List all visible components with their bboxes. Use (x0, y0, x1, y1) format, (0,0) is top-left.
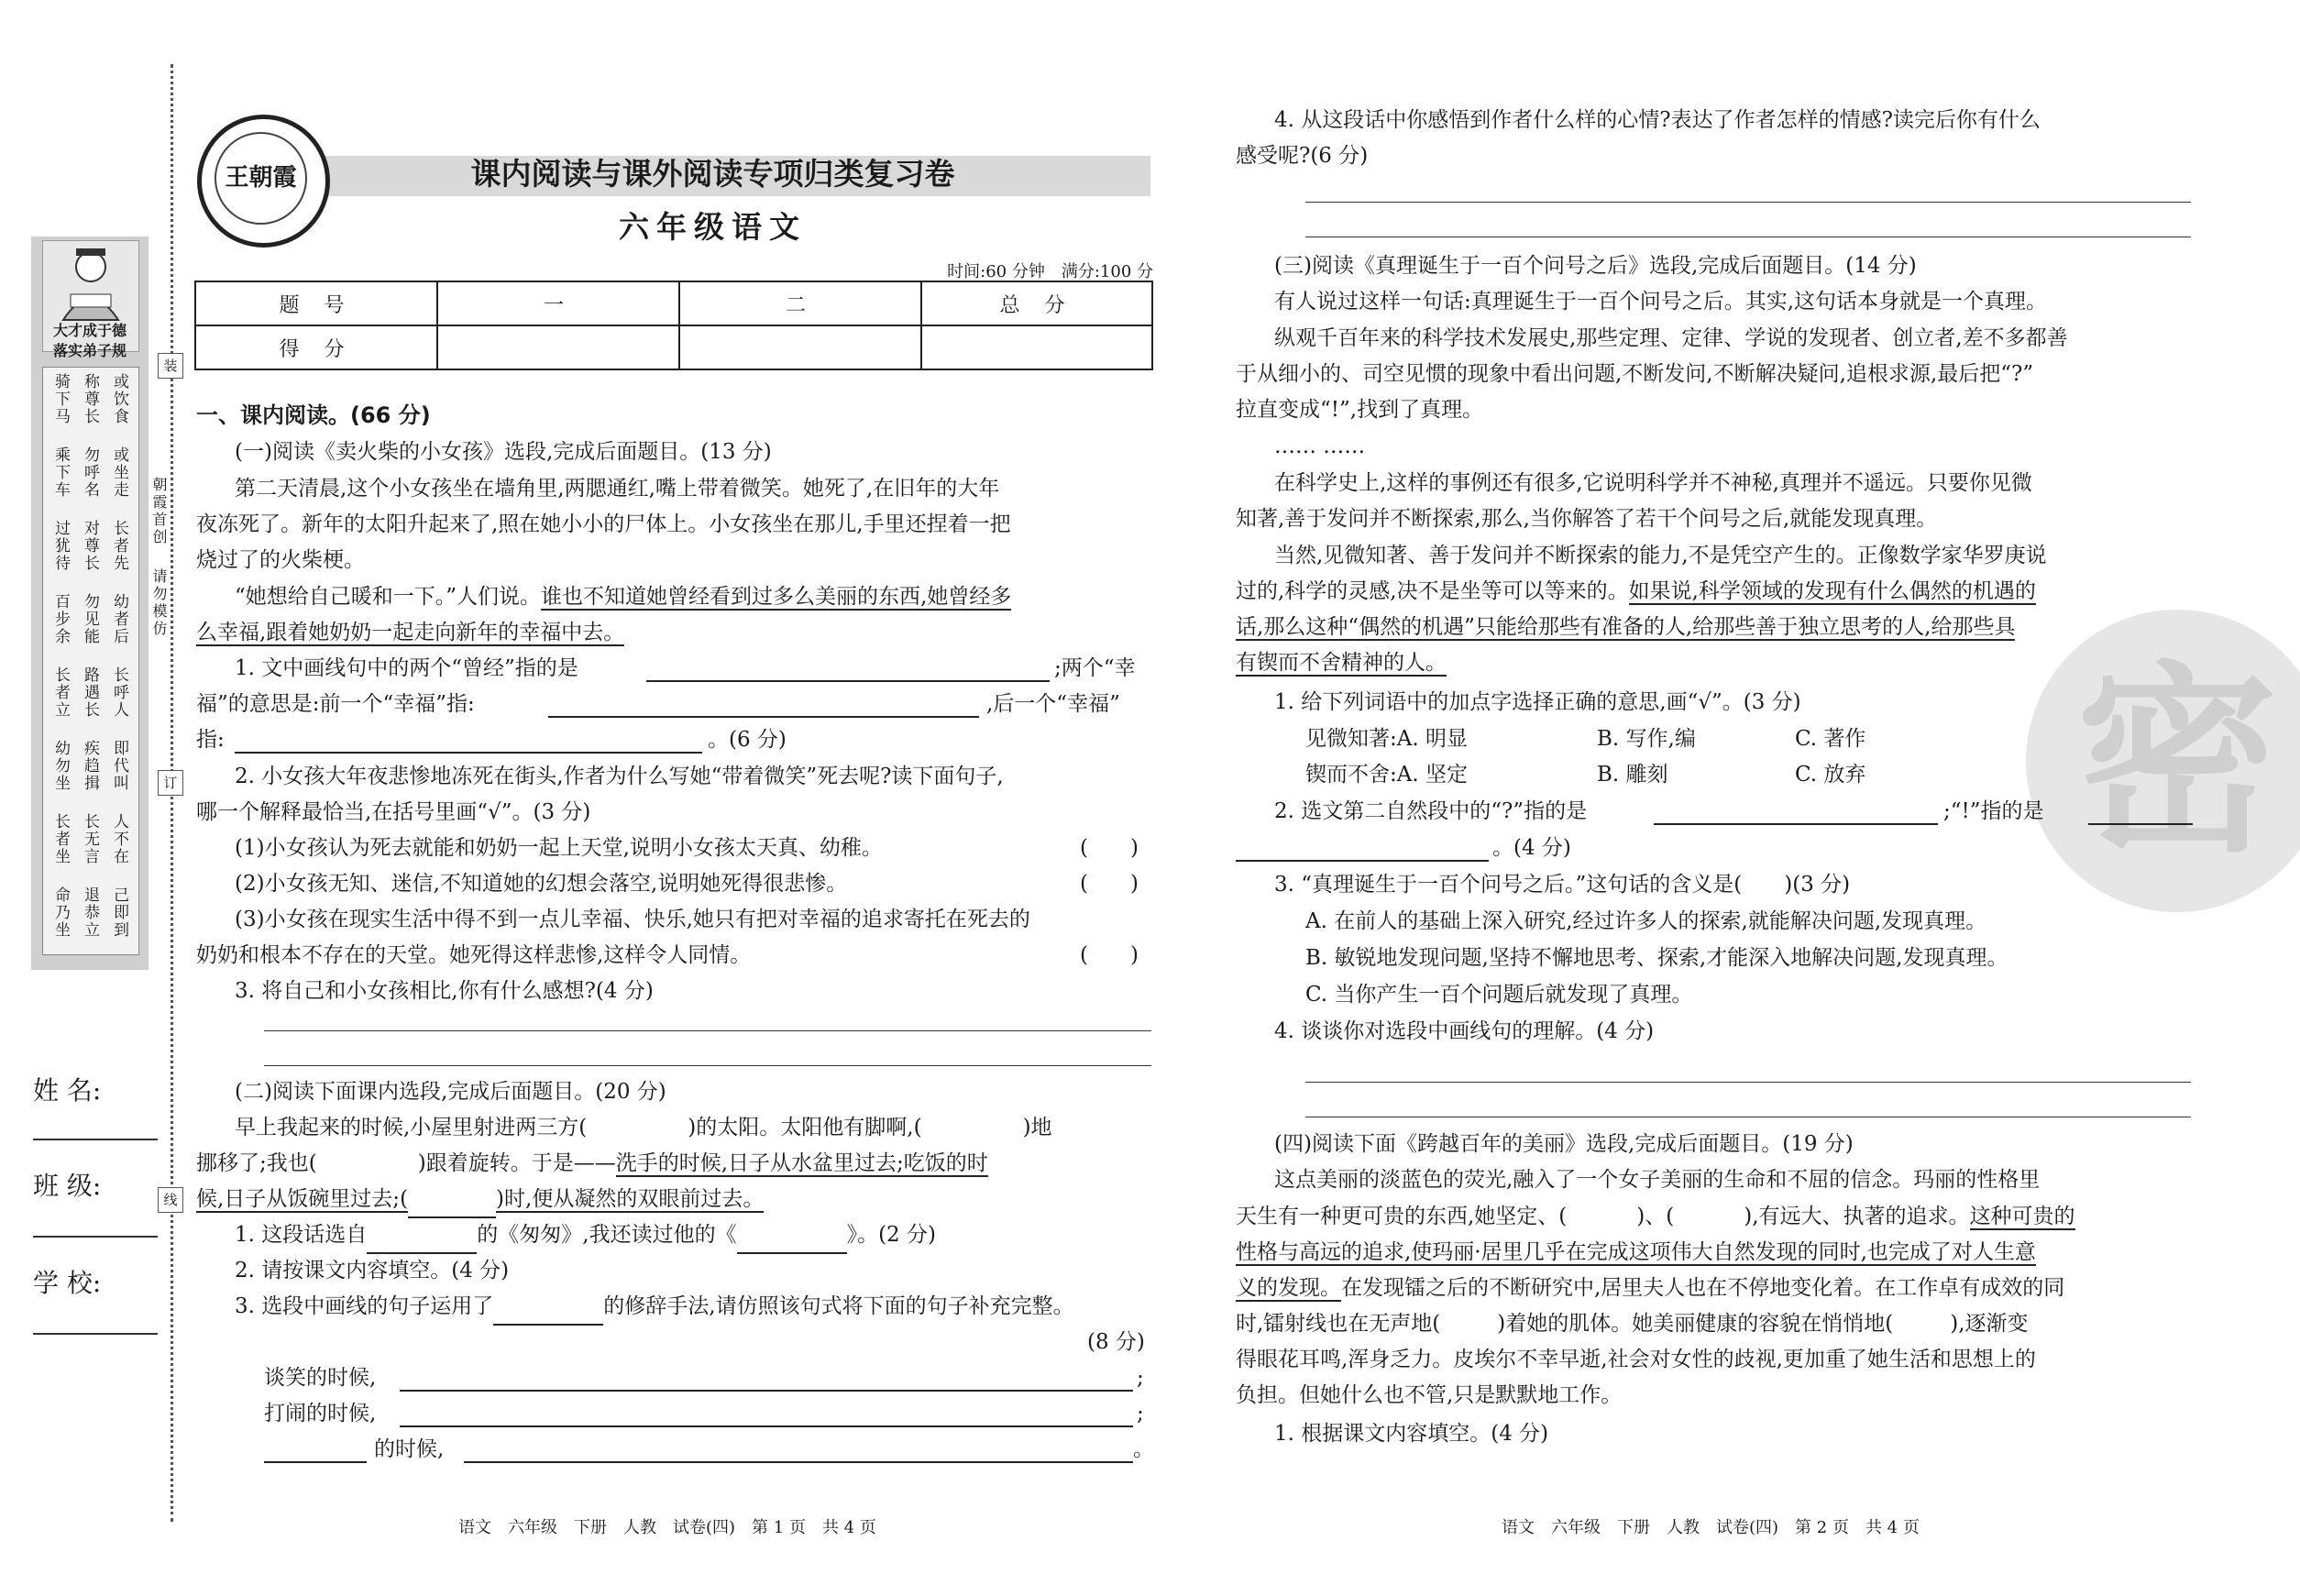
strip-slogan (37, 321, 143, 361)
passage-3-line: 知著,善于发问并不断探索,那么,当你解答了若干个问号之后,就能发现真理。 (1236, 507, 1938, 531)
text-segment: 早上我起来的时候,小屋里射进两三方( (235, 1116, 588, 1139)
binding-mark-zhuang: 装 (158, 353, 183, 379)
answer-blank[interactable] (264, 1461, 367, 1463)
question-3-1-row1-b[interactable]: B. 写作,编 (1597, 727, 1696, 751)
page-2-footer: 语文 六年级 下册 人教 试卷(四) 第 2 页 共 4 页 (1502, 1518, 1920, 1537)
passage-4-title: (四)阅读下面《跨越百年的美丽》选段,完成后面题目。(19 分) (1274, 1132, 1854, 1156)
answer-line[interactable] (1305, 1082, 2191, 1083)
dizigui-phrase: 或饮食 (110, 373, 128, 425)
answer-blank[interactable] (2088, 823, 2193, 825)
answer-blank[interactable] (1236, 860, 1489, 862)
scholar-figure-icon (43, 241, 138, 324)
fill-end-2: ; (1137, 1402, 1144, 1425)
dizigui-phrase: 称尊长 (81, 373, 99, 425)
passage-3-line: 在科学史上,这样的事例还有很多,它说明科学并不神秘,真理并不遥远。只要你见微 (1274, 471, 2032, 495)
question-3-4: 4. 谈谈你对选段中画线句的理解。(4 分) (1274, 1019, 1655, 1043)
notice-original: 朝霞首创 (150, 477, 168, 546)
question-3-3-option[interactable]: C. 当你产生一百个问题后就发现了真理。 (1305, 983, 1693, 1007)
dizigui-phrase: 过犹待 (51, 520, 70, 572)
dizigui-phrase: 对尊长 (81, 520, 99, 572)
question-1-1-line3: 指: (196, 728, 225, 752)
text-segment: )、( (1636, 1205, 1675, 1228)
slogan-line-1: 大才成于德 (52, 322, 127, 339)
question-3-1-row2-b[interactable]: B. 雕刻 (1597, 763, 1668, 787)
dizigui-phrase: 长无言 (81, 813, 99, 865)
question-3-1: 1. 给下列词语中的加点字选择正确的意思,画“√”。(3 分) (1274, 690, 1801, 714)
dizigui-phrase: 长呼人 (110, 666, 128, 719)
question-4-1: 1. 根据课文内容填空。(4 分) (1274, 1422, 1549, 1446)
question-2-3-score: (8 分) (1087, 1330, 1145, 1354)
dizigui-phrase: 己即到 (110, 886, 128, 939)
passage-2-line1 (235, 1110, 1052, 1145)
score-cell-total[interactable] (921, 325, 1152, 369)
passage-1-line: 烧过了的火柴梗。 (196, 548, 365, 572)
dizigui-phrase: 幼勿坐 (51, 740, 70, 792)
score-row-label: 得 分 (195, 325, 437, 369)
score-header-cell: 二 (679, 281, 921, 325)
fill-end-3: 。 (1133, 1437, 1154, 1461)
passage-2-title: (二)阅读下面课内选段,完成后面题目。(20 分) (235, 1080, 666, 1104)
answer-blank[interactable] (646, 680, 1050, 682)
question-2-1 (235, 1217, 936, 1254)
dizigui-phrase: 即代叫 (110, 740, 128, 792)
text-segment: 挪移了;我也( (196, 1151, 317, 1175)
passage-3-line: 纵观千百年来的科学技术发展史,那些定理、定律、学说的发现者、创立者,差不多都善 (1274, 326, 2068, 350)
text-segment: 时,镭射线也在无声地( (1236, 1312, 1441, 1336)
passage-4-line: 这点美丽的淡蓝色的荧光,融入了一个女子美丽的生命和不屈的信念。玛丽的性格里 (1274, 1168, 2041, 1192)
dizigui-phrase: 退恭立 (81, 886, 99, 939)
underlined-sentence: 性格与高远的追求,使玛丽·居里几乎在完成这项伟大自然发现的同时,也完成了对人生意 (1236, 1240, 2036, 1264)
dizigui-phrase: 骑下马 (51, 373, 70, 425)
dizigui-columns (42, 367, 139, 955)
question-1-1-score: 。(6 分) (708, 728, 787, 752)
score-header-cell: 一 (437, 281, 679, 325)
underlined-sentence: 如果说,科学领域的发现有什么偶然的机遇的 (1628, 579, 2036, 603)
score-table-score-row (195, 325, 1152, 369)
underlined-sentence: 谁也不知道她曾经看到过多么美丽的东西,她曾经多 (541, 585, 1012, 609)
question-1-3: 3. 将自己和小女孩相比,你有什么感想?(4 分) (235, 979, 654, 1003)
dizigui-phrase: 人不在 (110, 813, 128, 865)
fill-prompt-3: 的时候, (374, 1437, 445, 1461)
dizigui-phrase: 乘下车 (51, 446, 70, 499)
text-segment: 1. 这段话选自 (235, 1223, 368, 1247)
answer-blank[interactable] (400, 1390, 1133, 1392)
dizigui-phrase: 长者立 (51, 666, 70, 719)
passage-3-line (1236, 645, 1447, 680)
score-cell-1[interactable] (437, 325, 679, 369)
question-3-1-row1-c[interactable]: C. 著作 (1795, 727, 1866, 751)
text-segment: 的《匆匆》,我还读过他的《 (477, 1223, 737, 1247)
binding-mark-xian: 线 (158, 1187, 183, 1213)
passage-4-line: 得眼花耳鸣,浑身乏力。皮埃尔不幸早逝,社会对女性的歧视,更加重了她生活和思想上的 (1236, 1348, 2036, 1371)
dizigui-phrase: 路遇长 (81, 666, 99, 719)
dizigui-phrase: 长者先 (110, 520, 128, 572)
option-1-paren[interactable]: ( ) (1080, 836, 1139, 860)
passage-1-line: 第二天清晨,这个小女孩坐在墙角里,两腮通红,嘴上带着微笑。她死了,在旧年的大年 (235, 477, 1000, 501)
underlined-sentence: 洗手的时候,日子从水盆里过去;吃饭的时 (615, 1151, 988, 1175)
underlined-sentence: 候,日子从饭碗里过去; (196, 1187, 401, 1211)
time-and-score: 时间:60 分钟 满分:100 分 (947, 262, 1153, 281)
question-1-1-line2b: ,后一个“幸福” (986, 692, 1120, 716)
question-3-1-row1-a[interactable]: 见微知著:A. 明显 (1305, 727, 1468, 751)
question-3-3-option[interactable]: B. 敏锐地发现问题,坚持不懈地思考、探索,才能深入地解决问题,发现真理。 (1305, 946, 2008, 970)
school-field[interactable] (33, 1333, 158, 1335)
question-1-4: 4. 从这段话中你感悟到作者什么样的心情?表达了作者怎样的情感?读完后你有什么 (1274, 108, 2041, 132)
answer-blank[interactable] (464, 1461, 1133, 1463)
passage-2-line2 (196, 1146, 988, 1181)
passage-3-line (1236, 574, 2036, 609)
passage-3-ellipsis: …… …… (1274, 435, 1366, 458)
answer-blank[interactable] (400, 1425, 1133, 1427)
passage-3-line: 于从细小的、司空见惯的现象中看出问题,不断发问,不断解决疑问,追根求源,最后把“?” (1236, 362, 2034, 386)
option-2-paren[interactable]: ( ) (1080, 872, 1139, 896)
fill-prompt-2: 打闹的时候, (264, 1402, 377, 1425)
passage-2-line3 (196, 1182, 764, 1218)
option-3-paren[interactable]: ( ) (1080, 943, 1139, 967)
question-1-1-line2: 福”的意思是:前一个“幸福”指: (196, 692, 475, 716)
score-table-header-row (195, 281, 1152, 325)
score-table (194, 281, 1153, 370)
passage-1-quote-cont (196, 615, 624, 650)
answer-line[interactable] (264, 1065, 1151, 1066)
confidential-seal-text: 密 (2075, 642, 2278, 879)
passage-3-line: 拉直变成“!”,找到了真理。 (1236, 398, 1484, 422)
fill-end-1: ; (1137, 1366, 1144, 1390)
answer-blank[interactable] (1654, 823, 1938, 825)
answer-line[interactable] (1305, 202, 2191, 203)
text-segment: 过的,科学的灵感,决不是坐等可以等来的。 (1236, 579, 1629, 603)
exam-subtitle: 六年级语文 (619, 209, 807, 245)
passage-1-line: 夜冻死了。新年的太阳升起来了,照在她小小的尸体上。小女孩坐在那儿,手里还捏着一把 (196, 512, 1011, 536)
question-3-1-row2-a[interactable]: 锲而不舍:A. 坚定 (1305, 763, 1468, 787)
score-header-cell: 总 分 (921, 281, 1152, 325)
question-1-1-cont: ;两个“幸 (1054, 656, 1136, 680)
underlined-sentence: 么幸福,跟着她奶奶一起走向新年的幸福中去。 (196, 621, 625, 644)
question-3-2-cont: ;“!”指的是 (1943, 799, 2044, 823)
section-1-heading: 一、课内阅读。(66 分) (196, 402, 431, 428)
text-segment: )地 (1022, 1116, 1052, 1139)
question-3-3: 3. “真理诞生于一百个问号之后。”这句话的含义是( )(3 分) (1274, 873, 1851, 897)
option-1: (1)小女孩认为死去就能和奶奶一起上天堂,说明小女孩太天真、幼稚。 (235, 836, 883, 860)
text-segment: 天生有一种更可贵的东西,她坚定、( (1236, 1205, 1568, 1228)
text-segment: 》。(2 分) (846, 1223, 936, 1247)
quote-plain: “她想给自己暖和一下。”人们说。 (235, 585, 542, 609)
dizigui-phrase: 幼者后 (110, 593, 128, 645)
class-label: 班 级: (33, 1171, 102, 1201)
question-1-2: 2. 小女孩大年夜悲惨地冻死在街头,作者为什么写她“带着微笑”死去呢?读下面句子, (235, 765, 1004, 788)
text-segment: 3. 选段中画线的句子运用了 (235, 1294, 494, 1318)
name-label: 姓 名: (33, 1075, 102, 1106)
score-cell-2[interactable] (679, 325, 921, 369)
dizigui-phrase: 疾趋揖 (81, 740, 99, 792)
passage-3-title: (三)阅读《真理诞生于一百个问号之后》选段,完成后面题目。(14 分) (1274, 254, 1917, 278)
text-segment: ),有远大、执著的追求。 (1744, 1205, 1970, 1228)
score-header-cell: 题 号 (195, 281, 437, 325)
exam-title: 课内阅读与课外阅读专项归类复习卷 (470, 156, 955, 192)
question-3-3-option[interactable]: A. 在前人的基础上深入研究,经过许多人的探索,就能解决问题,发现真理。 (1305, 909, 1987, 933)
question-3-1-row2-c[interactable]: C. 放弃 (1795, 763, 1866, 787)
dizigui-phrase: 百步余 (51, 593, 70, 645)
passage-1-quote (235, 579, 1011, 614)
brand-logo-text: 王朝霞 (215, 132, 307, 225)
answer-blank[interactable] (235, 752, 702, 754)
name-field[interactable] (33, 1139, 158, 1140)
underlined-sentence: )时,便从凝然的双眼前过去。 (496, 1187, 765, 1211)
option-2: (2)小女孩无知、迷信,不知道她的幻想会落空,说明她死得很悲惨。 (235, 872, 848, 896)
dizigui-phrase: 勿见能 (81, 593, 99, 645)
dizigui-phrase: 长者坐 (51, 813, 70, 865)
question-3-2: 2. 选文第二自然段中的“?”指的是 (1274, 799, 1588, 823)
slogan-line-2: 落实弟子规 (52, 342, 127, 359)
underlined-sentence: 这种可贵的 (1969, 1205, 2075, 1228)
notice-no-copy: 请勿模仿 (150, 568, 168, 638)
option-3: (3)小女孩在现实生活中得不到一点儿幸福、快乐,她只有把对幸福的追求寄托在死去的 (235, 908, 1030, 931)
page-1-footer: 语文 六年级 下册 人教 试卷(四) 第 1 页 共 4 页 (458, 1518, 876, 1537)
underlined-sentence: ( (400, 1187, 409, 1211)
text-segment: )跟着旋转。于是—— (417, 1151, 616, 1175)
question-1-2-line2: 哪一个解释最恰当,在括号里画“√”。(3 分) (196, 800, 591, 824)
passage-3-line: 有人说过这样一句话:真理诞生于一百个问号之后。其实,这句话本身就是一个真理。 (1274, 290, 2048, 314)
passage-4-line (1236, 1235, 2036, 1270)
text-segment: ),逐渐变 (1950, 1312, 2029, 1336)
passage-3-line: 当然,见微知著、善于发问并不断探索的能力,不是凭空产生的。正像数学家华罗庚说 (1274, 544, 2047, 567)
option-3-line2: 奶奶和根本不存在的天堂。她死得这样悲惨,这样令人同情。 (196, 943, 752, 967)
answer-line[interactable] (264, 1030, 1151, 1031)
binding-mark-ding: 订 (158, 770, 183, 796)
text-segment: )的太阳。太阳他有脚啊,( (688, 1116, 922, 1139)
question-3-2-score: 。(4 分) (1492, 836, 1571, 860)
passage-4-line (1236, 1271, 2064, 1305)
dizigui-phrase: 命乃坐 (51, 886, 70, 939)
school-label: 学 校: (33, 1268, 102, 1298)
passage-4-line (1236, 1199, 2075, 1234)
passage-3-line (1236, 610, 2015, 644)
text-segment: 在发现镭之后的不断研究中,居里夫人也在不停地变化着。在工作卓有成效的同 (1341, 1276, 2065, 1300)
underlined-sentence: 话,那么这种“偶然的机遇”只能给那些有准备的人,给那些善于独立思考的人,给那些具 (1236, 615, 2016, 639)
passage-4-line (1236, 1306, 2029, 1341)
passage-1-title: (一)阅读《卖火柴的小女孩》选段,完成后面题目。(13 分) (235, 440, 772, 464)
question-2-2: 2. 请按课文内容填空。(4 分) (235, 1259, 510, 1282)
question-2-3 (235, 1289, 1074, 1326)
fill-prompt-1: 谈笑的时候, (264, 1366, 377, 1390)
underlined-sentence: 义的发现。 (1236, 1276, 1341, 1300)
dizigui-phrase: 勿呼名 (81, 446, 99, 499)
question-1-1: 1. 文中画线句中的两个“曾经”指的是 (235, 656, 578, 680)
question-1-4-line2: 感受呢?(6 分) (1236, 144, 1369, 168)
dizigui-phrase: 或坐走 (110, 446, 128, 499)
text-segment: )着她的肌体。她美丽健康的容貌在悄悄地( (1497, 1312, 1894, 1336)
underlined-sentence: 有锲而不舍精神的人。 (1236, 651, 1447, 675)
text-segment: 的修辞手法,请仿照该句式将下面的句子补充完整。 (603, 1294, 1074, 1318)
class-field[interactable] (33, 1236, 158, 1238)
answer-blank[interactable] (548, 716, 979, 718)
passage-4-line: 负担。但她什么也不管,只是默默地工作。 (1236, 1383, 1623, 1407)
